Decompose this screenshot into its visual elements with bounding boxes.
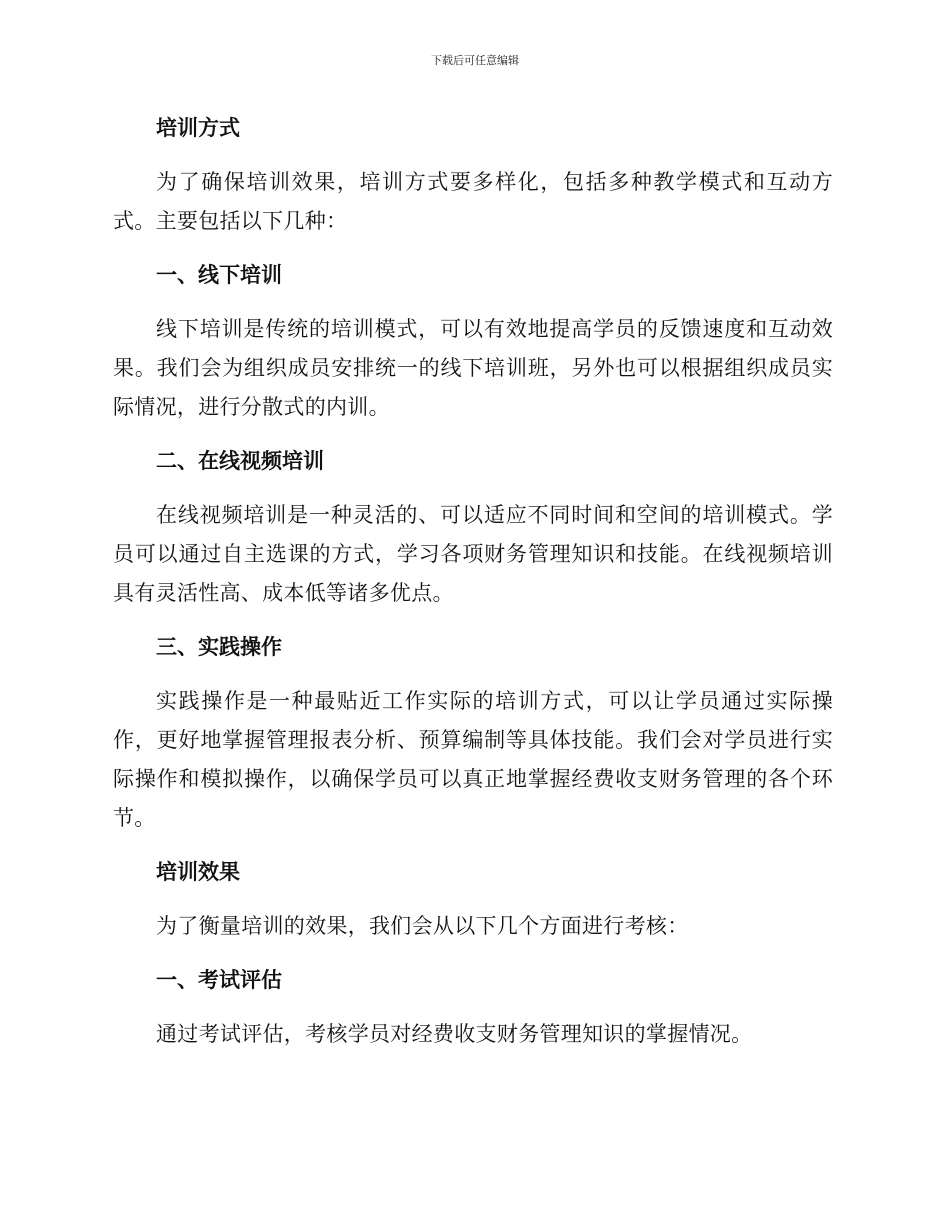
paragraph-training-effect: 为了衡量培训的效果，我们会从以下几个方面进行考核： (156, 914, 689, 938)
section-heading-practical-operation: 三、实践操作 (156, 635, 282, 659)
paragraph-practical-operation: 实践操作是一种最贴近工作实际的培训方式，可以让学员通过实际操作，更好地掌握管理报表分析、预算编制等具体技能。我们会对学员进行实际操作和模拟操作，以确保学员可以真正地掌握经费收支财务管理的各个环节。 (113, 689, 833, 830)
paragraph-training-method: 为了确保培训效果，培训方式要多样化，包括多种教学模式和互动方式。主要包括以下几种： (113, 170, 833, 233)
section-heading-training-method: 培训方式 (156, 116, 240, 140)
paragraph-exam-evaluation: 通过考试评估，考核学员对经费收支财务管理知识的掌握情况。 (156, 1022, 753, 1046)
paragraph-offline-training: 线下培训是传统的培训模式，可以有效地提高学员的反馈速度和互动效果。我们会为组织成员安排统一的线下培训班，另外也可以根据组织成员实际情况，进行分散式的内训。 (113, 317, 833, 419)
document-body (113, 108, 833, 1068)
section-heading-online-video-training: 二、在线视频培训 (156, 449, 324, 473)
page-header: 下载后可任意编辑 (431, 54, 519, 67)
section-heading-training-effect: 培训效果 (156, 860, 240, 884)
paragraph-online-video-training: 在线视频培训是一种灵活的、可以适应不同时间和空间的培训模式。学员可以通过自主选课的方式，学习各项财务管理知识和技能。在线视频培训具有灵活性高、成本低等诸多优点。 (113, 503, 833, 605)
section-heading-offline-training: 一、线下培训 (156, 263, 282, 287)
section-heading-exam-evaluation: 一、考试评估 (156, 968, 282, 992)
